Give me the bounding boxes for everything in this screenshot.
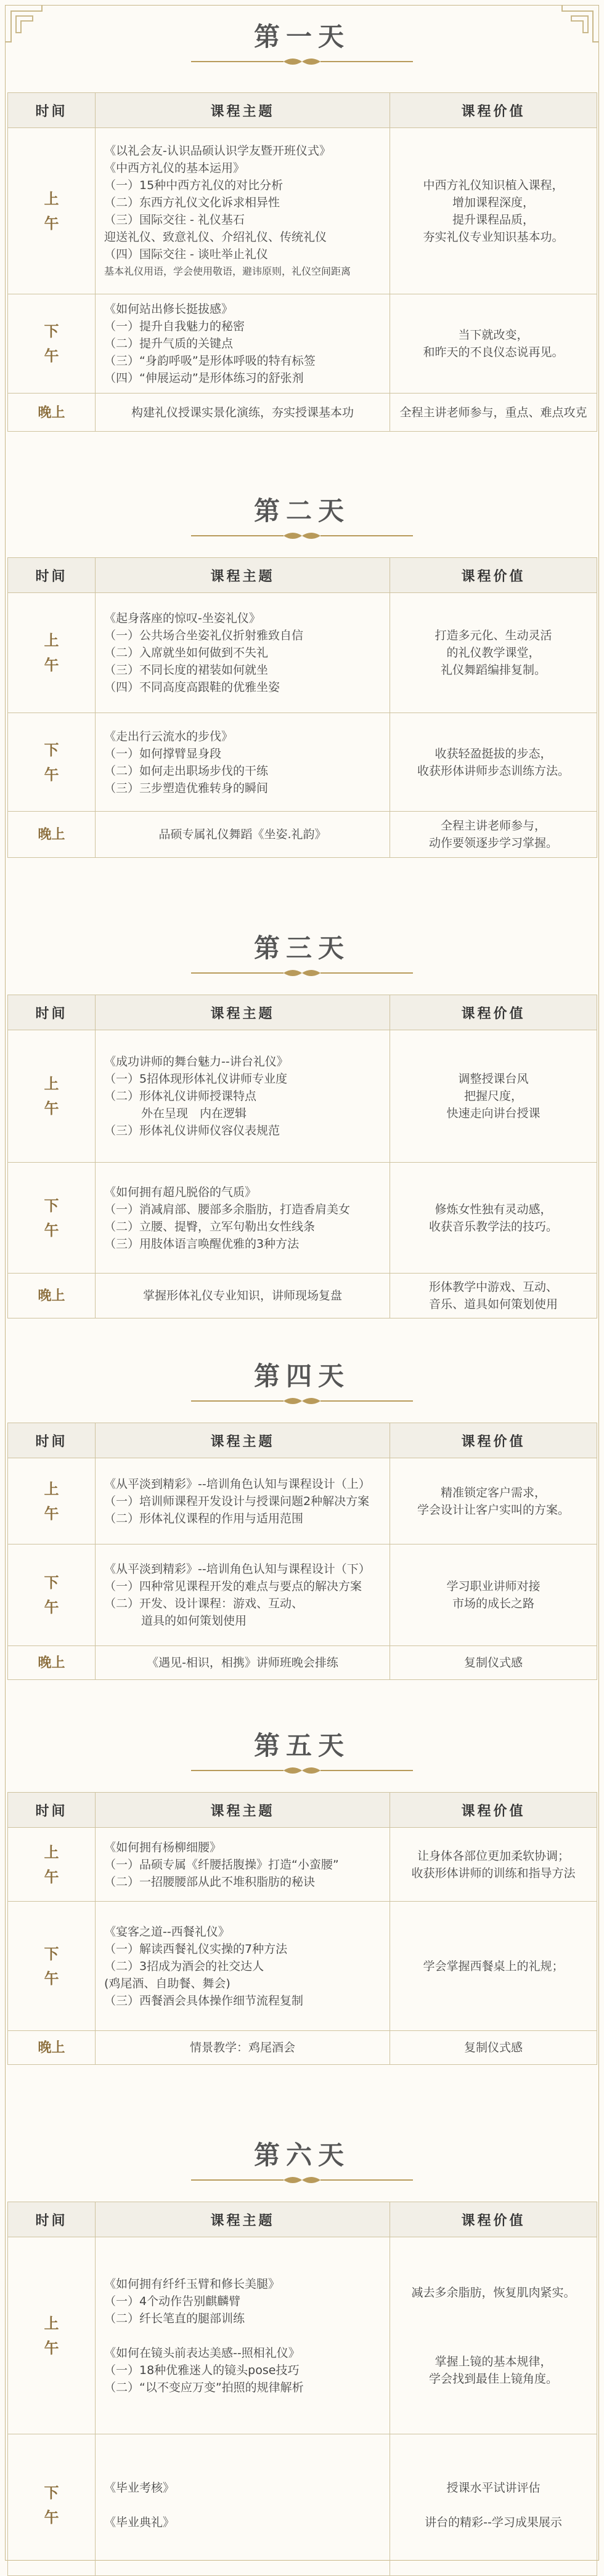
value-line <box>396 2301 590 2319</box>
topic-cell <box>96 593 390 713</box>
value-line: 复制仪式感 <box>463 2041 523 2054</box>
time-cell <box>8 812 96 858</box>
topic-line: （二）东西方礼仪文化诉求相异性 <box>104 195 280 209</box>
time-label: 上 <box>44 1843 59 1861</box>
topic-line: （二）“以不变应万变”拍照的规律解析 <box>104 2380 304 2394</box>
day-section <box>7 924 597 1311</box>
header-time: 时间 <box>8 1793 96 1828</box>
table-header-row <box>8 995 597 1030</box>
time-label: 午 <box>44 2508 59 2526</box>
title-divider <box>191 967 413 979</box>
topic-line: （二）提升气质的关键点 <box>104 337 234 350</box>
time-label: 午 <box>44 214 59 232</box>
day-title: 第六天 <box>253 2140 350 2170</box>
topic-line: 《遇见-相识，相携》讲师班晚会排练 <box>147 1656 338 1670</box>
topic-cell <box>96 1544 390 1646</box>
time-cell <box>8 1030 96 1163</box>
time-label: 午 <box>44 1969 59 1987</box>
topic-line: 《如何拥有超凡脱俗的气质》 <box>104 1185 257 1199</box>
time-label: 上 <box>44 2314 59 2332</box>
value-cell <box>390 128 597 294</box>
table-row <box>8 713 597 812</box>
topic-line: 构建礼仪授课实景化演练，夯实授课基本功 <box>131 405 354 419</box>
header-time: 时间 <box>8 995 96 1030</box>
time-cell <box>8 394 96 432</box>
value-cell <box>390 1646 597 1680</box>
topic-line: （二）一招腰腰部从此不堆积脂肪的秘诀 <box>104 1875 316 1889</box>
value-line: 减去多余脂肪，恢复肌肉紧实。 <box>411 2285 576 2299</box>
value-line: 把握尺度， <box>463 1089 523 1103</box>
topic-line: 《中西方礼仪的基本运用》 <box>104 161 245 175</box>
topic-line: （二）开发、设计课程：游戏、互动、 <box>104 1597 304 1610</box>
topic-cell <box>96 2237 390 2434</box>
value-line: 快速走向讲台授课 <box>446 1107 541 1120</box>
topic-line: 《起身落座的惊叹-坐姿礼仪》 <box>104 612 261 625</box>
value-line: 全程主讲老师参与，重点、难点攻克 <box>399 405 587 419</box>
time-cell <box>8 1163 96 1274</box>
table-row <box>8 1274 597 1318</box>
value-line: 收获轻盈挺拔的步态， <box>435 746 552 761</box>
topic-cell <box>96 2434 390 2576</box>
topic-cell <box>96 1163 390 1274</box>
header-topic: 课程主题 <box>96 995 390 1030</box>
header-topic: 课程主题 <box>96 1793 390 1828</box>
value-cell <box>390 593 597 713</box>
topic-line: （二）形体礼仪课程的作用与适用范围 <box>104 1511 304 1525</box>
topic-line: （三）三步塑造优雅转身的瞬间 <box>104 781 269 795</box>
topic-line: 《毕业考核》 <box>104 2481 175 2495</box>
table-header-row <box>8 93 597 128</box>
time-cell <box>8 1902 96 2031</box>
day-title: 第二天 <box>253 496 350 526</box>
topic-cell <box>96 1274 390 1318</box>
topic-line: 《如何拥有杨柳细腰》 <box>104 1840 222 1854</box>
table-row <box>8 294 597 394</box>
value-line: 复制仪式感 <box>463 1656 523 1670</box>
time-label: 午 <box>44 1221 59 1239</box>
table-header-row <box>8 2202 597 2237</box>
value-line: 和昨天的不良仪态说再见。 <box>423 345 564 359</box>
time-cell <box>8 1646 96 1680</box>
header-value: 课程价值 <box>390 558 597 593</box>
value-line: 让身体各部位更加柔软协调； <box>417 1849 569 1863</box>
value-line: 精准锁定客户需求， <box>440 1485 546 1500</box>
header-topic: 课程主题 <box>96 1423 390 1458</box>
table-row <box>8 1828 597 1902</box>
time-label: 下 <box>44 1944 59 1963</box>
value-line <box>396 2497 590 2514</box>
topic-line: （一）5招体现形体礼仪讲师专业度 <box>104 1072 288 1086</box>
value-line: 打造多元化、生动灵活 <box>435 629 552 642</box>
header-topic: 课程主题 <box>96 93 390 128</box>
time-label: 午 <box>44 1099 59 1117</box>
topic-line: 品硕专属礼仪舞蹈《坐姿.礼韵》 <box>158 828 327 841</box>
value-line: 收获形体讲师步态训练方法。 <box>417 764 569 778</box>
time-cell <box>8 1828 96 1902</box>
header-time: 时间 <box>8 93 96 128</box>
title-divider <box>191 1764 413 1777</box>
table-header-row <box>8 1423 597 1458</box>
topic-line: （三）西餐酒会具体操作细节流程复制 <box>104 1993 304 2008</box>
table-row <box>8 1544 597 1646</box>
value-line <box>396 2336 590 2353</box>
value-cell <box>390 1163 597 1274</box>
value-line: 修炼女性独有灵动感， <box>435 1202 552 1216</box>
day-section <box>7 1352 597 1671</box>
time-cell <box>8 713 96 812</box>
time-label: 下 <box>44 740 59 759</box>
value-cell <box>390 1030 597 1163</box>
time-cell <box>8 1544 96 1646</box>
time-label: 下 <box>44 1196 59 1214</box>
value-line: 提升课程品质， <box>452 212 534 227</box>
value-line: 的礼仪教学课堂， <box>446 646 541 660</box>
time-label: 下 <box>44 1573 59 1591</box>
topic-cell <box>96 713 390 812</box>
value-cell <box>390 394 597 432</box>
value-line <box>396 2319 590 2336</box>
value-line: 掌握上镜的基本规律， <box>435 2354 552 2368</box>
day-section <box>7 2131 597 2529</box>
topic-cell <box>96 128 390 294</box>
topic-line: （一）培训师课程开发设计与授课问题2种解决方案 <box>104 1494 370 1508</box>
topic-line: （二）3招成为酒会的社交达人 <box>104 1959 264 1973</box>
value-line: 形体教学中游戏、互动、 <box>428 1280 558 1294</box>
value-cell <box>390 2237 597 2434</box>
value-line: 动作要领逐步学习掌握。 <box>428 836 558 850</box>
value-line: 收获形体讲师的训练和指导方法 <box>411 1866 576 1880</box>
time-label: 午 <box>44 2338 59 2357</box>
topic-line: 基本礼仪用语，学会使用敬语，避讳原则，礼仪空间距离 <box>104 265 351 277</box>
schedule-table <box>7 2202 597 2576</box>
topic-line: （二）形体礼仪讲师授课特点 <box>104 1089 257 1103</box>
value-line: 市场的成长之路 <box>452 1597 534 1610</box>
title-divider <box>191 55 413 68</box>
topic-line: （一）公共场合坐姿礼仪折射雅致自信 <box>104 629 304 642</box>
time-label: 午 <box>44 1867 59 1886</box>
header-time: 时间 <box>8 1423 96 1458</box>
table-row <box>8 2434 597 2576</box>
table-row <box>8 2031 597 2065</box>
topic-cell <box>96 294 390 394</box>
schedule-table <box>7 1423 597 1680</box>
topic-line: 《如何站出修长挺拔感》 <box>104 302 234 316</box>
time-cell <box>8 2031 96 2065</box>
topic-line: （三）用肢体语言唤醒优雅的3种方法 <box>104 1237 300 1251</box>
topic-line: 《毕业典礼》 <box>104 2515 175 2529</box>
table-row <box>8 1163 597 1274</box>
value-line: 收获音乐教学法的技巧。 <box>428 1219 558 1233</box>
value-cell <box>390 1828 597 1902</box>
time-label: 晚上 <box>38 404 65 421</box>
topic-line: （一）提升自我魅力的秘密 <box>104 320 245 333</box>
topic-cell <box>96 1902 390 2031</box>
header-value: 课程价值 <box>390 1793 597 1828</box>
topic-line: （四）“伸展运动”是形体练习的舒张剂 <box>104 371 304 385</box>
time-label: 晚上 <box>38 1655 65 1671</box>
topic-cell <box>96 394 390 432</box>
header-time: 时间 <box>8 558 96 593</box>
table-row <box>8 2237 597 2434</box>
day-section <box>7 1721 597 2056</box>
value-line: 学会设计让客户实叫的方案。 <box>417 1503 569 1517</box>
topic-line: 掌握形体礼仪专业知识，讲师现场复盘 <box>142 1289 342 1302</box>
header-topic: 课程主题 <box>96 558 390 593</box>
day-title: 第一天 <box>253 22 350 52</box>
title-divider <box>191 2174 413 2186</box>
day-title: 第三天 <box>253 933 350 963</box>
topic-line: （二）纤长笔直的腿部训练 <box>104 2311 245 2325</box>
value-line: 当下就改变， <box>458 328 529 342</box>
value-cell <box>390 1458 597 1544</box>
time-label: 午 <box>44 656 59 674</box>
topic-line: 《从平淡到精彩》--培训角色认知与课程设计（下） <box>104 1562 370 1576</box>
time-label: 下 <box>44 2483 59 2501</box>
topic-line: （一）4个动作告别麒麟臂 <box>104 2294 241 2308</box>
time-label: 上 <box>44 189 59 208</box>
topic-cell <box>96 2031 390 2065</box>
schedule-table <box>7 557 597 858</box>
value-line: 音乐、道具如何策划使用 <box>428 1298 558 1311</box>
topic-cell <box>96 812 390 858</box>
table-header-row <box>8 558 597 593</box>
topic-line: 《从平淡到精彩》--培训角色认知与课程设计（上） <box>104 1477 370 1491</box>
topic-line: （二）入席就坐如何做到不失礼 <box>104 646 269 660</box>
time-label: 午 <box>44 1598 59 1616</box>
topic-line <box>104 2327 381 2344</box>
value-line: 调整授课台风 <box>458 1072 529 1086</box>
topic-line: （一）如何撑臂显身段 <box>104 746 222 761</box>
table-row <box>8 593 597 713</box>
topic-line: 外在呈现 内在逻辑 <box>141 1107 247 1120</box>
time-label: 上 <box>44 1479 59 1498</box>
topic-line: （三）形体礼仪讲师仪容仪表规范 <box>104 1124 280 1137</box>
topic-line: （一）解读西餐礼仪实操的7种方法 <box>104 1942 288 1956</box>
topic-line: 情景教学：鸡尾酒会 <box>189 2041 295 2054</box>
table-row <box>8 1646 597 1680</box>
table-row <box>8 1902 597 2031</box>
topic-line: 《走出行云流水的步伐》 <box>104 729 234 743</box>
time-cell <box>8 128 96 294</box>
topic-line: （一）四种常见课程开发的难点与要点的解决方案 <box>104 1580 362 1593</box>
time-label: 晚上 <box>38 1288 65 1304</box>
value-cell <box>390 2031 597 2065</box>
value-line: 讲台的精彩--学习成果展示 <box>425 2515 562 2529</box>
time-cell <box>8 593 96 713</box>
value-line: 授课水平试讲评估 <box>446 2481 541 2495</box>
value-line: 学会找到最佳上镜角度。 <box>428 2372 558 2386</box>
time-label: 午 <box>44 765 59 783</box>
time-label: 下 <box>44 322 59 340</box>
value-line: 夯实礼仪专业知识基本功。 <box>423 230 564 244</box>
table-row <box>8 1458 597 1544</box>
topic-line: （一）消减肩部、腰部多余脂肪，打造香肩美女 <box>104 1202 351 1216</box>
table-row <box>8 394 597 432</box>
topic-line: 《如何在镜头前表达美感--照相礼仪》 <box>104 2346 300 2360</box>
topic-cell <box>96 1828 390 1902</box>
table-row <box>8 128 597 294</box>
time-cell <box>8 2434 96 2576</box>
topic-line: 《宴客之道--西餐礼仪》 <box>104 1924 230 1939</box>
schedule-table <box>7 92 597 432</box>
schedule-table <box>7 995 597 1318</box>
value-cell <box>390 294 597 394</box>
value-line: 全程主讲老师参与， <box>440 819 546 833</box>
value-cell <box>390 713 597 812</box>
time-label: 午 <box>44 347 59 365</box>
topic-line: （四）不同高度高跟鞋的优雅坐姿 <box>104 680 280 694</box>
topic-cell <box>96 1646 390 1680</box>
topic-line: 《如何拥有纤纤玉臂和修长美腿》 <box>104 2277 280 2291</box>
value-cell <box>390 1902 597 2031</box>
time-label: 晚上 <box>38 2040 65 2056</box>
day-title: 第四天 <box>253 1361 350 1391</box>
topic-line: （四）国际交往 - 谈吐举止礼仪 <box>104 247 268 261</box>
time-cell <box>8 294 96 394</box>
topic-line: （一）15种中西方礼仪的对比分析 <box>104 178 284 192</box>
topic-line: （三）国际交往 - 礼仪基石 <box>104 212 245 227</box>
day-title: 第五天 <box>253 1730 350 1761</box>
time-label: 晚上 <box>38 826 65 842</box>
topic-line <box>104 2497 381 2514</box>
title-divider <box>191 530 413 542</box>
table-row <box>8 812 597 858</box>
topic-line: 《成功讲师的舞台魅力--讲台礼仪》 <box>104 1055 288 1068</box>
header-time: 时间 <box>8 2202 96 2237</box>
time-cell <box>8 2237 96 2434</box>
topic-line: （一）18种优雅迷人的镜头pose技巧 <box>104 2363 300 2377</box>
time-cell <box>8 1458 96 1544</box>
header-value: 课程价值 <box>390 93 597 128</box>
value-line: 学习职业讲师对接 <box>446 1580 541 1593</box>
topic-line: （一）品硕专属《纤腰括腹操》打造“小蛮腰” <box>104 1857 339 1871</box>
topic-cell <box>96 1030 390 1163</box>
time-label: 上 <box>44 631 59 649</box>
value-line: 礼仪舞蹈编排复制。 <box>440 663 546 677</box>
value-line: 增加课程深度， <box>452 195 534 209</box>
topic-line: （二）如何走出职场步伐的干练 <box>104 764 269 778</box>
value-cell <box>390 1544 597 1646</box>
title-divider <box>191 1395 413 1407</box>
header-topic: 课程主题 <box>96 2202 390 2237</box>
table-row <box>8 1030 597 1163</box>
header-value: 课程价值 <box>390 1423 597 1458</box>
topic-cell <box>96 1458 390 1544</box>
value-line: 中西方礼仪知识植入课程， <box>423 178 564 192</box>
table-header-row <box>8 1793 597 1828</box>
value-cell <box>390 1274 597 1318</box>
header-value: 课程价值 <box>390 995 597 1030</box>
schedule-table <box>7 1792 597 2065</box>
header-value: 课程价值 <box>390 2202 597 2237</box>
time-label: 上 <box>44 1075 59 1092</box>
value-cell <box>390 812 597 858</box>
topic-line: (鸡尾酒、自助餐、舞会) <box>104 1976 231 1990</box>
topic-line: 迎送礼仪、致意礼仪、介绍礼仪、传统礼仪 <box>104 230 327 244</box>
topic-line: 《以礼会友-认识品硕认识学友暨开班仪式》 <box>104 143 331 158</box>
day-section <box>7 12 597 421</box>
topic-line: （二）立腰、提臀，立军句勒出女性线条 <box>104 1219 316 1233</box>
topic-line: （三）“身韵呼吸”是形体呼吸的特有标签 <box>104 354 316 368</box>
time-cell <box>8 1274 96 1318</box>
day-section <box>7 487 597 850</box>
value-line: 学会掌握西餐桌上的礼规； <box>423 1959 564 1973</box>
topic-line: （三）不同长度的裙装如何就坐 <box>104 663 269 677</box>
value-cell <box>390 2434 597 2576</box>
time-label: 午 <box>44 1504 59 1522</box>
topic-line: 道具的如何策划使用 <box>141 1614 247 1628</box>
